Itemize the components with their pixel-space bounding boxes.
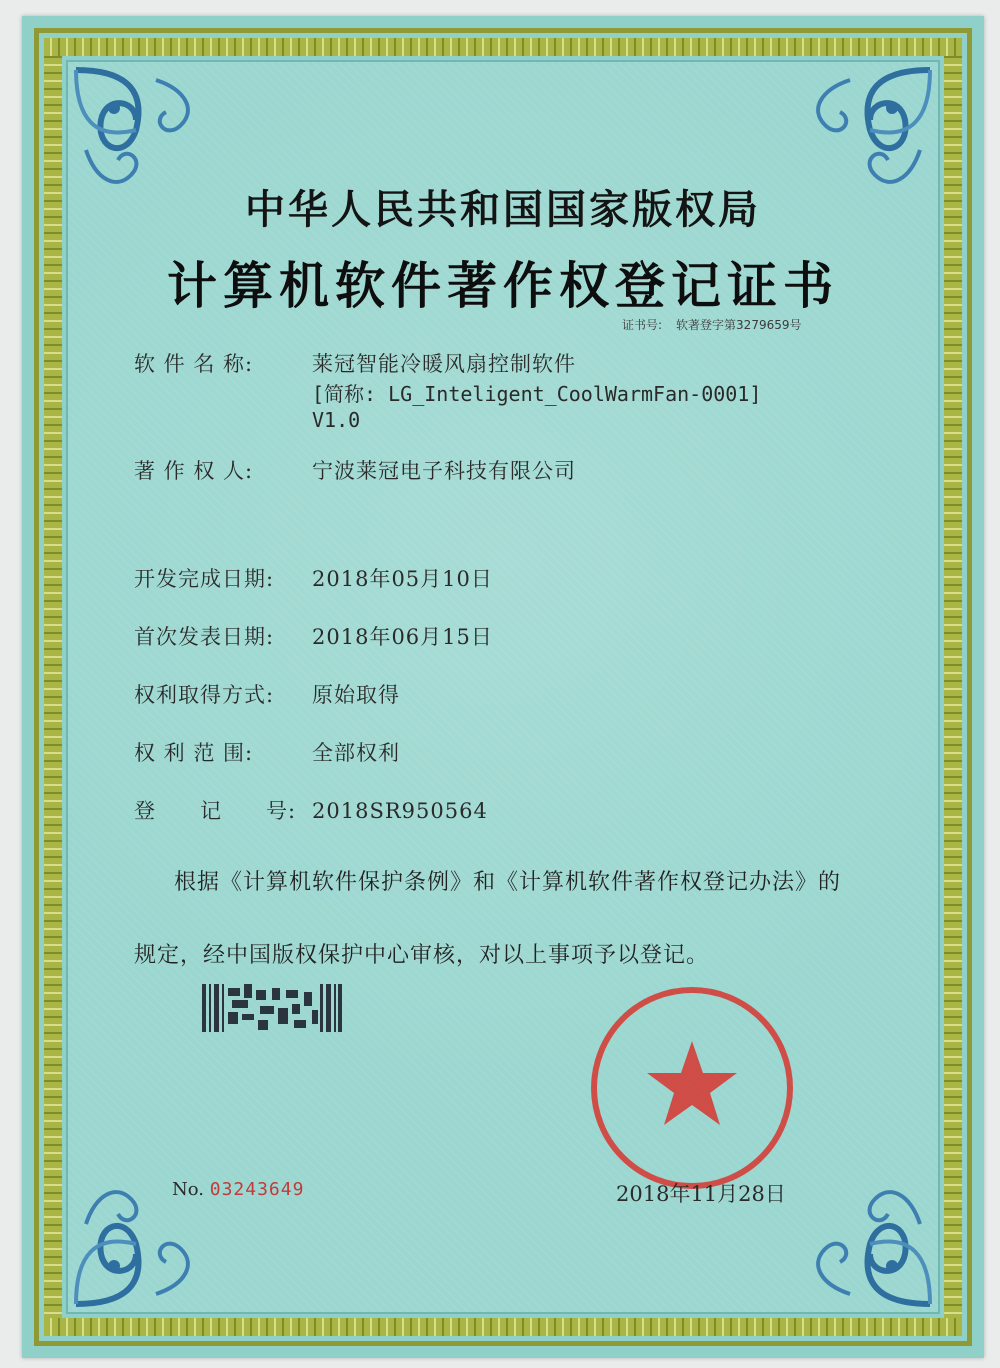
scope-value: 全部权利 (312, 741, 400, 765)
serial-value: 03243649 (209, 1179, 305, 1200)
scope-row (134, 737, 400, 767)
software-name-value: 莱冠智能冷暖风扇控制软件 (312, 352, 576, 376)
statement-line-2: 规定，经中国版权保护中心审核，对以上事项予以登记。 (134, 943, 710, 968)
registration-number-label: 登 记 号: (134, 799, 297, 823)
acquisition-label: 权利取得方式: (134, 683, 275, 707)
acquisition-value: 原始取得 (312, 683, 400, 707)
completion-date-value: 2018年05月10日 (312, 567, 493, 591)
completion-date-label: 开发完成日期: (134, 567, 275, 591)
certificate-title: 计算机软件著作权登记证书 (167, 256, 839, 315)
owner-row (134, 455, 576, 485)
certificate-number (622, 316, 802, 333)
issuing-office: 中华人民共和国国家版权局 (245, 186, 761, 233)
publish-date-label: 首次发表日期: (134, 625, 275, 649)
statement-line-1: 根据《计算机软件保护条例》和《计算机软件著作权登记办法》的 (174, 870, 842, 895)
acquisition-row (134, 679, 400, 709)
scope-label: 权 利 范 围: (134, 741, 254, 765)
software-version: V1.0 (312, 408, 361, 432)
software-name-row (134, 348, 576, 378)
owner-value: 宁波莱冠电子科技有限公司 (312, 459, 576, 483)
software-name-label: 软 件 名 称: (134, 352, 254, 376)
registration-number-value: 2018SR950564 (312, 799, 488, 823)
serial-number (172, 1179, 304, 1200)
completion-date-row (134, 563, 493, 593)
owner-label: 著 作 权 人: (134, 459, 254, 483)
certificate-number-value: 软著登字第3279659号 (676, 318, 802, 332)
corner-ornament-icon (790, 1164, 940, 1314)
publish-date-row (134, 621, 493, 651)
issue-date: 2018年11月28日 (616, 1182, 786, 1206)
serial-prefix: No. (172, 1179, 204, 1200)
certificate-sheet (22, 16, 984, 1358)
registration-number-row (134, 795, 488, 825)
certificate-number-label: 证书号: (622, 318, 663, 332)
publish-date-value: 2018年06月15日 (312, 625, 493, 649)
official-seal-icon (587, 983, 797, 1193)
barcode-icon (202, 984, 342, 1032)
software-short-name: [简称: LG_Inteligent_CoolWarmFan-0001] (312, 382, 762, 406)
